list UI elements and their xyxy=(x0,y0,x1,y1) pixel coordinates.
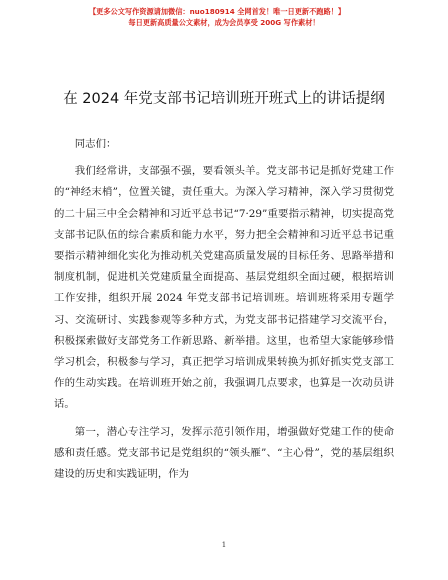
promo-banner-line-1: 【更多公文写作资源请加微信：nuo180914 全网首发！唯一日更新不跑路！】 xyxy=(88,7,346,16)
salutation: 同志们： xyxy=(74,138,117,150)
promo-banner xyxy=(0,6,448,28)
page-number: 1 xyxy=(221,541,227,549)
promo-banner-line-2: 每日更新高质量公文素材，成为会员享受 200G 写作素材！ xyxy=(128,18,320,27)
document-body xyxy=(54,134,394,485)
body-paragraph-1: 我们经常讲，支部强不强，要看领头羊。党支部书记是抓好党建工作的“神经末梢”，位置关键，责任重大。为深入学习精神，深入学习贯彻党的二十届三中全会精神和习近平总书记“7·29”重要指示精神，切实提高党支部书记队伍的综合素质和能力水平，努力把全会精神和习近平总书记重要指示精神细化实化为推动机关党建高质量发展的目标任务、思路举措和制度机制，促进机关党建质量全面提高、基层党组织全面过硬，根据培训工作安排，组织开展 2024 年党支部书记培训班。培训班将采用专题学习、交流研讨、实践参观等多种方式，为党支部书记搭建学习交流平台，积极探索做好支部党务工作新思路、新举措。这里，也希望大家能够珍惜学习机会，积极参与学习，真正把学习培训成果转换为抓好抓实党支部工作的生动实践。在培训班开始之前，我强调几点要求，也算是一次动员讲话。 xyxy=(54,165,394,411)
body-paragraph-2: 第一，潜心专注学习，发挥示范引领作用，增强做好党建工作的使命感和责任感。党支部书记是党组织的“领头雁”、“主心骨”，党的基层组织建设的历史和实践证明，作为 xyxy=(54,425,394,481)
document-title: 在 2024 年党支部书记培训班开班式上的讲话提纲 xyxy=(63,91,385,107)
